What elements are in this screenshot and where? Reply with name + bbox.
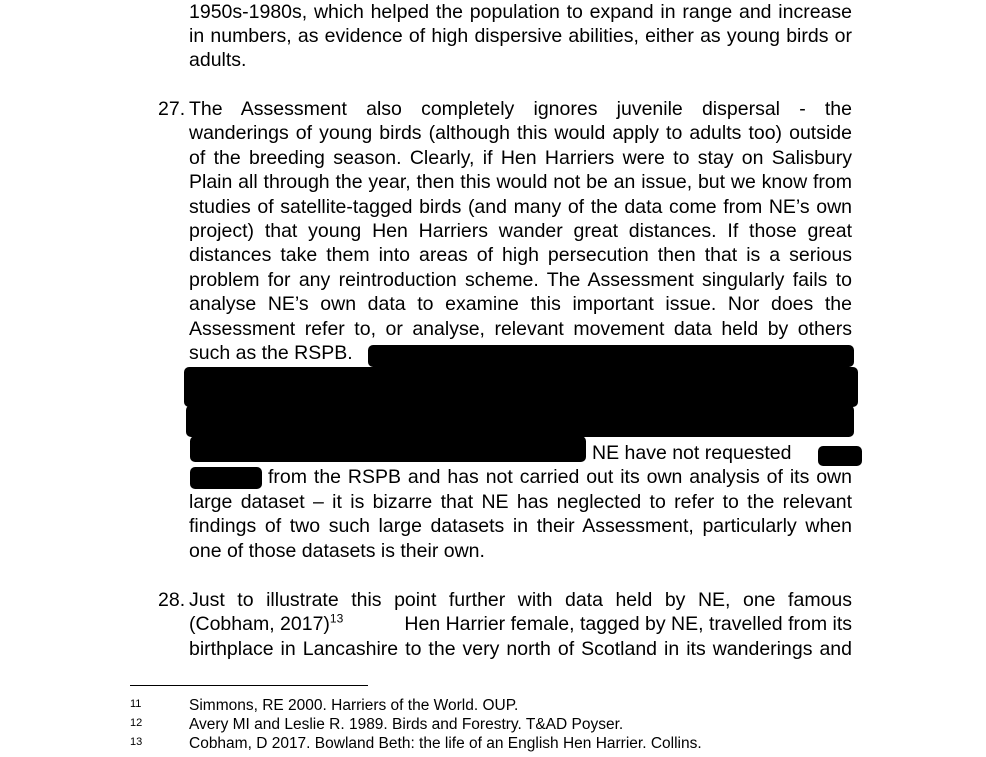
para27-line-6: project) that young Hen Harriers wander great distances. If those great bbox=[189, 220, 852, 242]
para27-tail-line-2: findings of two such large datasets in their Assessment, particularly when bbox=[189, 515, 852, 537]
para27-after-redaction-2: from the RSPB and has not carried out its own analysis of its own bbox=[268, 466, 852, 488]
footnote-text-12: Avery MI and Leslie R. 1989. Birds and Forestry. T&AD Poyser. bbox=[189, 716, 624, 733]
intro-line-3: adults. bbox=[189, 49, 247, 71]
redaction-block bbox=[190, 467, 262, 489]
footnote-ref-13[interactable]: 13 bbox=[329, 611, 344, 626]
para27-line-3: of the breeding season. Clearly, if Hen Harriers were to stay on Salisbury bbox=[189, 147, 852, 169]
para28-line-2-citation: (Cobham, 2017)$^{13}$ bbox=[189, 611, 344, 635]
para28-line-2-rest: Hen Harrier female, tagged by NE, travelled from its bbox=[404, 613, 852, 635]
intro-line-2: in numbers, as evidence of high dispersive abilities, either as young birds or bbox=[189, 25, 852, 47]
para27-line-4: Plain all through the year, then this would not be an issue, but we know from bbox=[189, 171, 852, 193]
para27-line-5: studies of satellite-tagged birds (and many of the data come from NE’s own bbox=[189, 196, 852, 218]
footnote-number-11: 11 bbox=[130, 698, 142, 710]
redaction-block bbox=[184, 367, 858, 407]
para27-line-11: such as the RSPB. bbox=[189, 342, 353, 364]
para27-line-9: analyse NE’s own data to examine this important issue. Nor does the bbox=[189, 293, 852, 315]
footnote-number-13: 13 bbox=[130, 736, 143, 748]
footnote-separator bbox=[130, 685, 368, 686]
para27-line-1: The Assessment also completely ignores juvenile dispersal - the bbox=[189, 98, 852, 120]
para27-line-8: problem for any reintroduction scheme. The Assessment singularly fails to bbox=[189, 269, 852, 291]
para27-tail-line-3: one of those datasets is their own. bbox=[189, 540, 485, 562]
para27-line-10: Assessment refer to, or analyse, relevant movement data held by others bbox=[189, 318, 852, 340]
footnote-number-12: 12 bbox=[130, 717, 143, 729]
redaction-block bbox=[818, 446, 862, 466]
intro-line-1: 1950s-1980s, which helped the population to expand in range and increase bbox=[189, 1, 852, 23]
redaction-block bbox=[190, 436, 586, 462]
paragraph-number-28: 28. bbox=[158, 589, 186, 611]
redaction-block bbox=[186, 405, 854, 437]
para28-line-1: Just to illustrate this point further with data held by NE, one famous bbox=[189, 589, 852, 611]
para27-line-7: distances take them into areas of high persecution then that is a serious bbox=[189, 244, 852, 266]
para28-line-2 bbox=[189, 612, 852, 636]
para28-line-3: birthplace in Lancashire to the very north of Scotland in its wanderings and bbox=[189, 638, 852, 660]
para27-tail-line-1: large dataset – it is bizarre that NE has neglected to refer to the relevant bbox=[189, 491, 852, 513]
paragraph-number-27: 27. bbox=[158, 98, 186, 120]
para27-line-2: wanderings of young birds (although this would apply to adults too) outside bbox=[189, 122, 852, 144]
para27-after-redaction-1: NE have not requested bbox=[592, 442, 792, 464]
footnote-text-13: Cobham, D 2017. Bowland Beth: the life of an English Hen Harrier. Collins. bbox=[189, 735, 702, 752]
footnote-text-11: Simmons, RE 2000. Harriers of the World. OUP. bbox=[189, 697, 519, 714]
redaction-block bbox=[368, 345, 854, 367]
